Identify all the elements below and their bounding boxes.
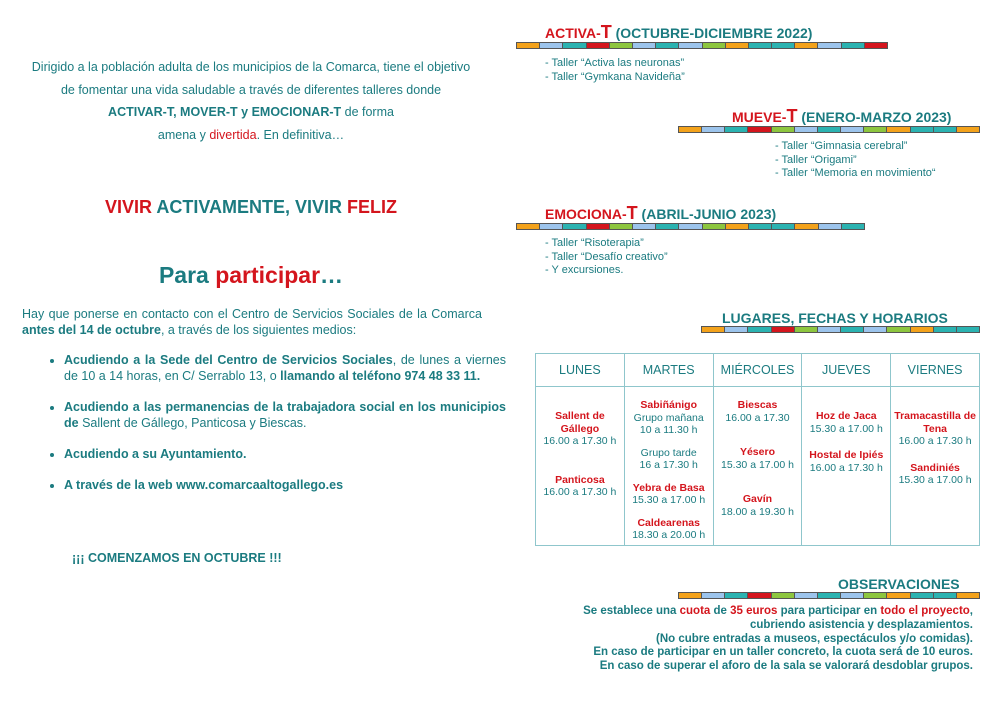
stripe-segment [633, 224, 656, 229]
stripe-segment [795, 327, 818, 332]
title-t: T [626, 203, 638, 223]
obs-text: Se establece una [583, 605, 680, 617]
stripe-segment [517, 43, 540, 48]
stripe-segment [911, 327, 934, 332]
stripe-segment [887, 327, 910, 332]
color-stripe [516, 223, 865, 230]
stripe-segment [725, 593, 748, 598]
observations-title: OBSERVACIONES [838, 576, 960, 592]
stripe-segment [864, 327, 887, 332]
intro-workshops: ACTIVAR-T, MOVER-T y EMOCIONAR-T [108, 105, 342, 119]
thursday-cell [802, 387, 891, 546]
color-stripe [678, 592, 980, 599]
activa-workshops [545, 57, 685, 84]
stripe-segment [795, 127, 818, 132]
stripe-segment [726, 224, 749, 229]
stripe-segment [818, 593, 841, 598]
list-item [64, 477, 506, 493]
list-item: - Taller “Gimnasia cerebral” [775, 140, 908, 152]
stripe-segment [726, 43, 749, 48]
list-item: - Taller “Memoria en movimiento“ [775, 167, 936, 179]
stripe-segment [795, 43, 818, 48]
place-name: Sabiñánigo [640, 399, 697, 411]
time-slot: 15.30 a 17.00 h [898, 474, 972, 486]
place-name: Gavín [742, 493, 773, 505]
heading-part: … [320, 262, 344, 288]
table-row [536, 387, 980, 546]
list-item: - Y excursiones. [545, 264, 624, 276]
stripe-segment [517, 224, 540, 229]
stripe-segment [864, 593, 887, 598]
color-stripe [701, 326, 980, 333]
slogan-part: VIVIR [104, 197, 157, 217]
obs-highlight: todo el proyecto [880, 605, 970, 617]
stripe-segment [679, 224, 702, 229]
list-item: - Taller “Gymkana Navideña” [545, 70, 685, 83]
stripe-segment [842, 224, 864, 229]
title-period: (ENERO-MARZO 2023) [797, 109, 952, 125]
stripe-segment [540, 224, 563, 229]
stripe-segment [818, 127, 841, 132]
place-name: Yésero [739, 446, 775, 458]
stripe-segment [934, 327, 957, 332]
place-name: Sallent de Gállego [555, 410, 605, 435]
observation-line: En caso de superar el aforo de la sala se valorará desdoblar grupos. [599, 660, 973, 673]
obs-text: para participar en [777, 605, 881, 617]
phone-number: llamando al teléfono 974 48 33 11. [280, 369, 481, 383]
stripe-segment [703, 43, 726, 48]
intro-text: de forma [341, 105, 394, 119]
stripe-segment [772, 127, 795, 132]
stripe-segment [772, 224, 795, 229]
slogan-part: ACTIVAMENTE, VIVIR [156, 197, 348, 217]
emociona-workshops [545, 237, 668, 278]
friday-cell [891, 387, 980, 546]
stripe-segment [957, 327, 979, 332]
time-slot: 15.30 a 17.00 h [809, 422, 883, 435]
website: A través de la web www.comarcaaltogallego.es [64, 478, 344, 492]
column-header: JUEVES [802, 354, 891, 387]
place-name: Yebra de Basa [632, 481, 705, 494]
schedule-table [535, 353, 980, 546]
obs-highlight: cuota [679, 605, 711, 617]
stripe-segment [772, 43, 795, 48]
stripe-segment [703, 224, 726, 229]
stripe-segment [725, 127, 748, 132]
group-label: Grupo mañana [633, 411, 704, 424]
stripe-segment [679, 593, 702, 598]
wednesday-cell [713, 387, 802, 546]
stripe-segment [725, 327, 748, 332]
intro-highlight: divertida [209, 127, 257, 142]
column-header: LUNES [536, 354, 625, 387]
observations-text [540, 605, 973, 674]
stripe-segment [818, 43, 841, 48]
intro-line: Dirigido a la población adulta de los municipios de la Comarca, tiene el objetivo [31, 60, 471, 74]
list-item [64, 352, 506, 384]
place-name: Panticosa [555, 473, 605, 486]
time-slot: 15.30 a 17.00 h [632, 494, 706, 506]
mueve-title [732, 106, 951, 127]
title-t: T [600, 22, 612, 42]
stripe-segment [795, 593, 818, 598]
start-announcement: ¡¡¡ COMENZAMOS EN OCTUBRE !!! [72, 551, 282, 565]
places-title: LUGARES, FECHAS Y HORARIOS [722, 310, 948, 326]
time-slot: 16.00 a 17.30 h [543, 486, 617, 498]
title-name: MUEVE- [732, 109, 787, 125]
stripe-segment [772, 593, 795, 598]
stripe-segment [887, 593, 910, 598]
list-item [64, 399, 506, 431]
tuesday-cell [624, 387, 713, 546]
stripe-segment [818, 327, 841, 332]
stripe-segment [610, 43, 633, 48]
stripe-segment [772, 327, 795, 332]
intro-line [20, 101, 482, 124]
obs-highlight: 35 euros [730, 605, 778, 617]
stripe-segment [656, 43, 679, 48]
stripe-segment [748, 127, 771, 132]
place-name: Hoz de Jaca [815, 410, 877, 422]
stripe-segment [656, 224, 679, 229]
contact-methods-list [40, 352, 506, 508]
intro-line [20, 124, 482, 147]
stripe-segment [865, 43, 887, 48]
column-header: MIÉRCOLES [713, 354, 802, 387]
time-slot: 16.00 a 17.30 h [809, 461, 883, 474]
place-name: Tramacastilla de Tena [894, 410, 976, 435]
intro-line: de fomentar una vida saludable a través de diferentes talleres donde [60, 82, 442, 97]
place-name: Sandiniés [910, 461, 960, 474]
slogan-part: FELIZ [347, 197, 398, 217]
stripe-segment [679, 43, 702, 48]
title-name: ACTIVA- [545, 25, 601, 41]
intro-text: . En definitiva… [256, 127, 345, 142]
column-header: MARTES [624, 354, 713, 387]
color-stripe [678, 126, 980, 133]
list-item: - Taller “Origami” [775, 153, 857, 166]
time-slot: 15.30 a 17.00 h [721, 458, 794, 471]
list-item: - Taller “Activa las neuronas” [545, 57, 685, 69]
method-text: , de lunes a viernes de 10 a 14 horas, en C/ Serrablo 13, o [64, 353, 506, 383]
place-name: Biescas [737, 399, 778, 411]
observation-line: (No cubre entradas a museos, espectáculos y/o comidas). [656, 632, 973, 645]
stripe-segment [748, 593, 771, 598]
stripe-segment [633, 43, 656, 48]
method-strong: Acudiendo a su Ayuntamiento. [64, 447, 247, 461]
place-name: Hostal de Ipiés [809, 449, 884, 461]
stripe-segment [795, 224, 818, 229]
observation-line: cubriendo asistencia y desplazamientos. [749, 618, 973, 631]
stripe-segment [587, 43, 610, 48]
deadline: antes del 14 de octubre [22, 323, 161, 337]
intro-text: amena y [157, 127, 210, 142]
list-item: - Taller “Desafío creativo” [545, 250, 668, 263]
time-slot: 18.30 a 20.00 h [632, 529, 706, 541]
time-slot: 16.00 a 17.30 h [898, 435, 972, 447]
stripe-segment [957, 593, 979, 598]
stripe-segment [540, 43, 563, 48]
time-slot: 18.00 a 19.30 h [721, 505, 794, 518]
stripe-segment [702, 327, 725, 332]
stripe-segment [679, 127, 702, 132]
stripe-segment [864, 127, 887, 132]
list-item [64, 446, 506, 462]
stripe-segment [819, 224, 842, 229]
table-header-row [536, 354, 980, 387]
stripe-segment [842, 43, 865, 48]
title-period: (ABRIL-JUNIO 2023) [637, 206, 777, 222]
method-text: Sallent de Gállego, Panticosa y Biescas. [82, 416, 307, 430]
observation-line: En caso de participar en un taller concreto, la cuota será de 10 euros. [593, 646, 973, 659]
stripe-segment [610, 224, 633, 229]
stripe-segment [841, 127, 864, 132]
monday-cell [536, 387, 625, 546]
time-slot: 16.00 a 17.30 h [543, 435, 617, 447]
stripe-segment [563, 43, 586, 48]
stripe-segment [887, 127, 910, 132]
obs-text: , [969, 605, 973, 617]
participate-heading [20, 262, 482, 289]
place-name: Caldearenas [637, 516, 700, 529]
contact-paragraph [22, 306, 482, 338]
intro-paragraph [20, 56, 482, 146]
contact-text: Hay que ponerse en contacto con el Centro de Servicios Sociales de la Comarca [22, 307, 482, 321]
list-item: - Taller “Risoterapia” [545, 237, 644, 249]
stripe-segment [748, 327, 771, 332]
color-stripe [516, 42, 888, 49]
stripe-segment [702, 593, 725, 598]
heading-part: participar [215, 262, 321, 288]
title-name: EMOCIONA- [545, 206, 627, 222]
time-slot: 10 a 11.30 h [639, 424, 698, 436]
heading-part: Para [158, 262, 216, 288]
mueve-workshops [775, 140, 936, 181]
title-period: (OCTUBRE-DICIEMBRE 2022) [611, 25, 813, 41]
emociona-title [545, 203, 776, 224]
stripe-segment [841, 593, 864, 598]
stripe-segment [841, 327, 864, 332]
stripe-segment [957, 127, 979, 132]
slogan [20, 197, 482, 218]
time-slot: 16 a 17.30 h [639, 459, 698, 471]
group-label: Grupo tarde [640, 446, 697, 459]
time-slot: 16.00 a 17.30 [725, 411, 790, 424]
stripe-segment [702, 127, 725, 132]
contact-text: , a través de los siguientes medios: [160, 323, 357, 337]
stripe-segment [749, 224, 772, 229]
method-strong: Acudiendo a la Sede del Centro de Servicios Sociales [64, 353, 393, 367]
method-strong: Acudiendo a las permanencias de la trabajadora social en los municipios de [64, 400, 506, 430]
activa-title [545, 22, 812, 43]
stripe-segment [587, 224, 610, 229]
stripe-segment [911, 127, 934, 132]
stripe-segment [934, 127, 957, 132]
stripe-segment [749, 43, 772, 48]
observation-line [540, 605, 973, 619]
title-t: T [786, 106, 798, 126]
column-header: VIERNES [891, 354, 980, 387]
stripe-segment [563, 224, 586, 229]
stripe-segment [934, 593, 957, 598]
stripe-segment [911, 593, 934, 598]
obs-text: de [710, 605, 731, 617]
